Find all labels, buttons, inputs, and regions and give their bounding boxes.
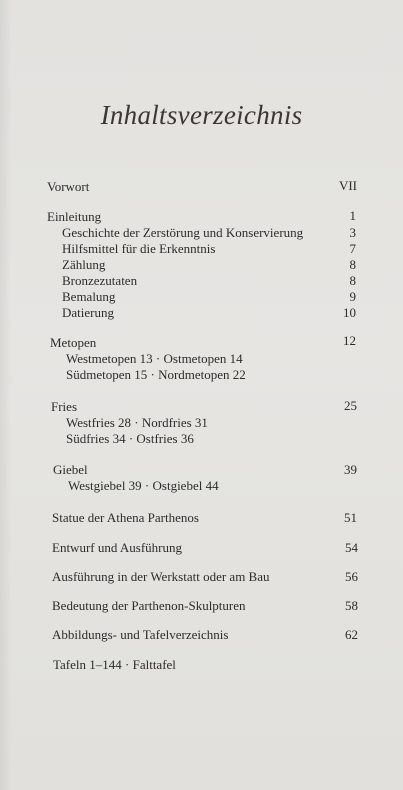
toc-subpage: 8	[349, 273, 356, 288]
toc-subentry: Zählung	[62, 257, 106, 272]
toc-page-fries: 25	[344, 398, 357, 413]
toc-entry: Abbildungs- und Tafelverzeichnis	[52, 627, 229, 642]
toc-entry-vorwort: Vorwort	[47, 179, 90, 194]
toc-subentry: Bemalung	[62, 289, 116, 304]
toc-page-vorwort: VII	[338, 178, 357, 193]
toc-page-einleitung: 1	[349, 208, 356, 223]
toc-page: 58	[345, 598, 358, 613]
toc-entry-fries: Fries	[51, 399, 77, 414]
toc-subentry: Hilfsmittel für die Erkenntnis	[62, 241, 216, 256]
toc-entry-metopen: Metopen	[50, 335, 97, 350]
toc-page: 62	[345, 627, 358, 642]
toc-entry: Entwurf und Ausführung	[52, 540, 182, 555]
toc-entry-giebel: Giebel	[53, 462, 88, 477]
toc-subentry: Datierung	[62, 305, 114, 320]
toc-subpage: 9	[349, 289, 356, 304]
toc-subentry: Westgiebel 39 · Ostgiebel 44	[68, 478, 219, 493]
toc-subentry: Südfries 34 · Ostfries 36	[66, 431, 194, 446]
toc-subentry: Geschichte der Zerstörung und Konservierung	[62, 225, 304, 240]
toc-subpage: 10	[343, 305, 356, 320]
toc-entry: Statue der Athena Parthenos	[52, 510, 199, 525]
toc-page: 56	[345, 569, 358, 584]
toc-page: 51	[344, 510, 357, 525]
toc-page-metopen: 12	[343, 333, 356, 348]
toc-page-giebel: 39	[344, 462, 357, 477]
toc-entry-einleitung: Einleitung	[47, 209, 102, 224]
toc-subentry: Bronzezutaten	[62, 273, 138, 288]
toc-subpage: 7	[349, 241, 356, 256]
toc-entry-tafeln: Tafeln 1–144 · Falttafel	[53, 657, 176, 672]
toc-subentry: Südmetopen 15 · Nordmetopen 22	[66, 367, 246, 382]
toc-subpage: 3	[349, 225, 356, 240]
toc-subpage: 8	[349, 257, 356, 272]
toc-subentry: Westfries 28 · Nordfries 31	[66, 415, 208, 430]
toc-entry: Bedeutung der Parthenon-Skulpturen	[52, 598, 246, 613]
page-title: Inhaltsverzeichnis	[100, 100, 303, 130]
toc-page: 54	[345, 540, 358, 555]
toc-entry: Ausführung in der Werkstatt oder am Bau	[52, 569, 270, 584]
toc-subentry: Westmetopen 13 · Ostmetopen 14	[66, 351, 243, 366]
